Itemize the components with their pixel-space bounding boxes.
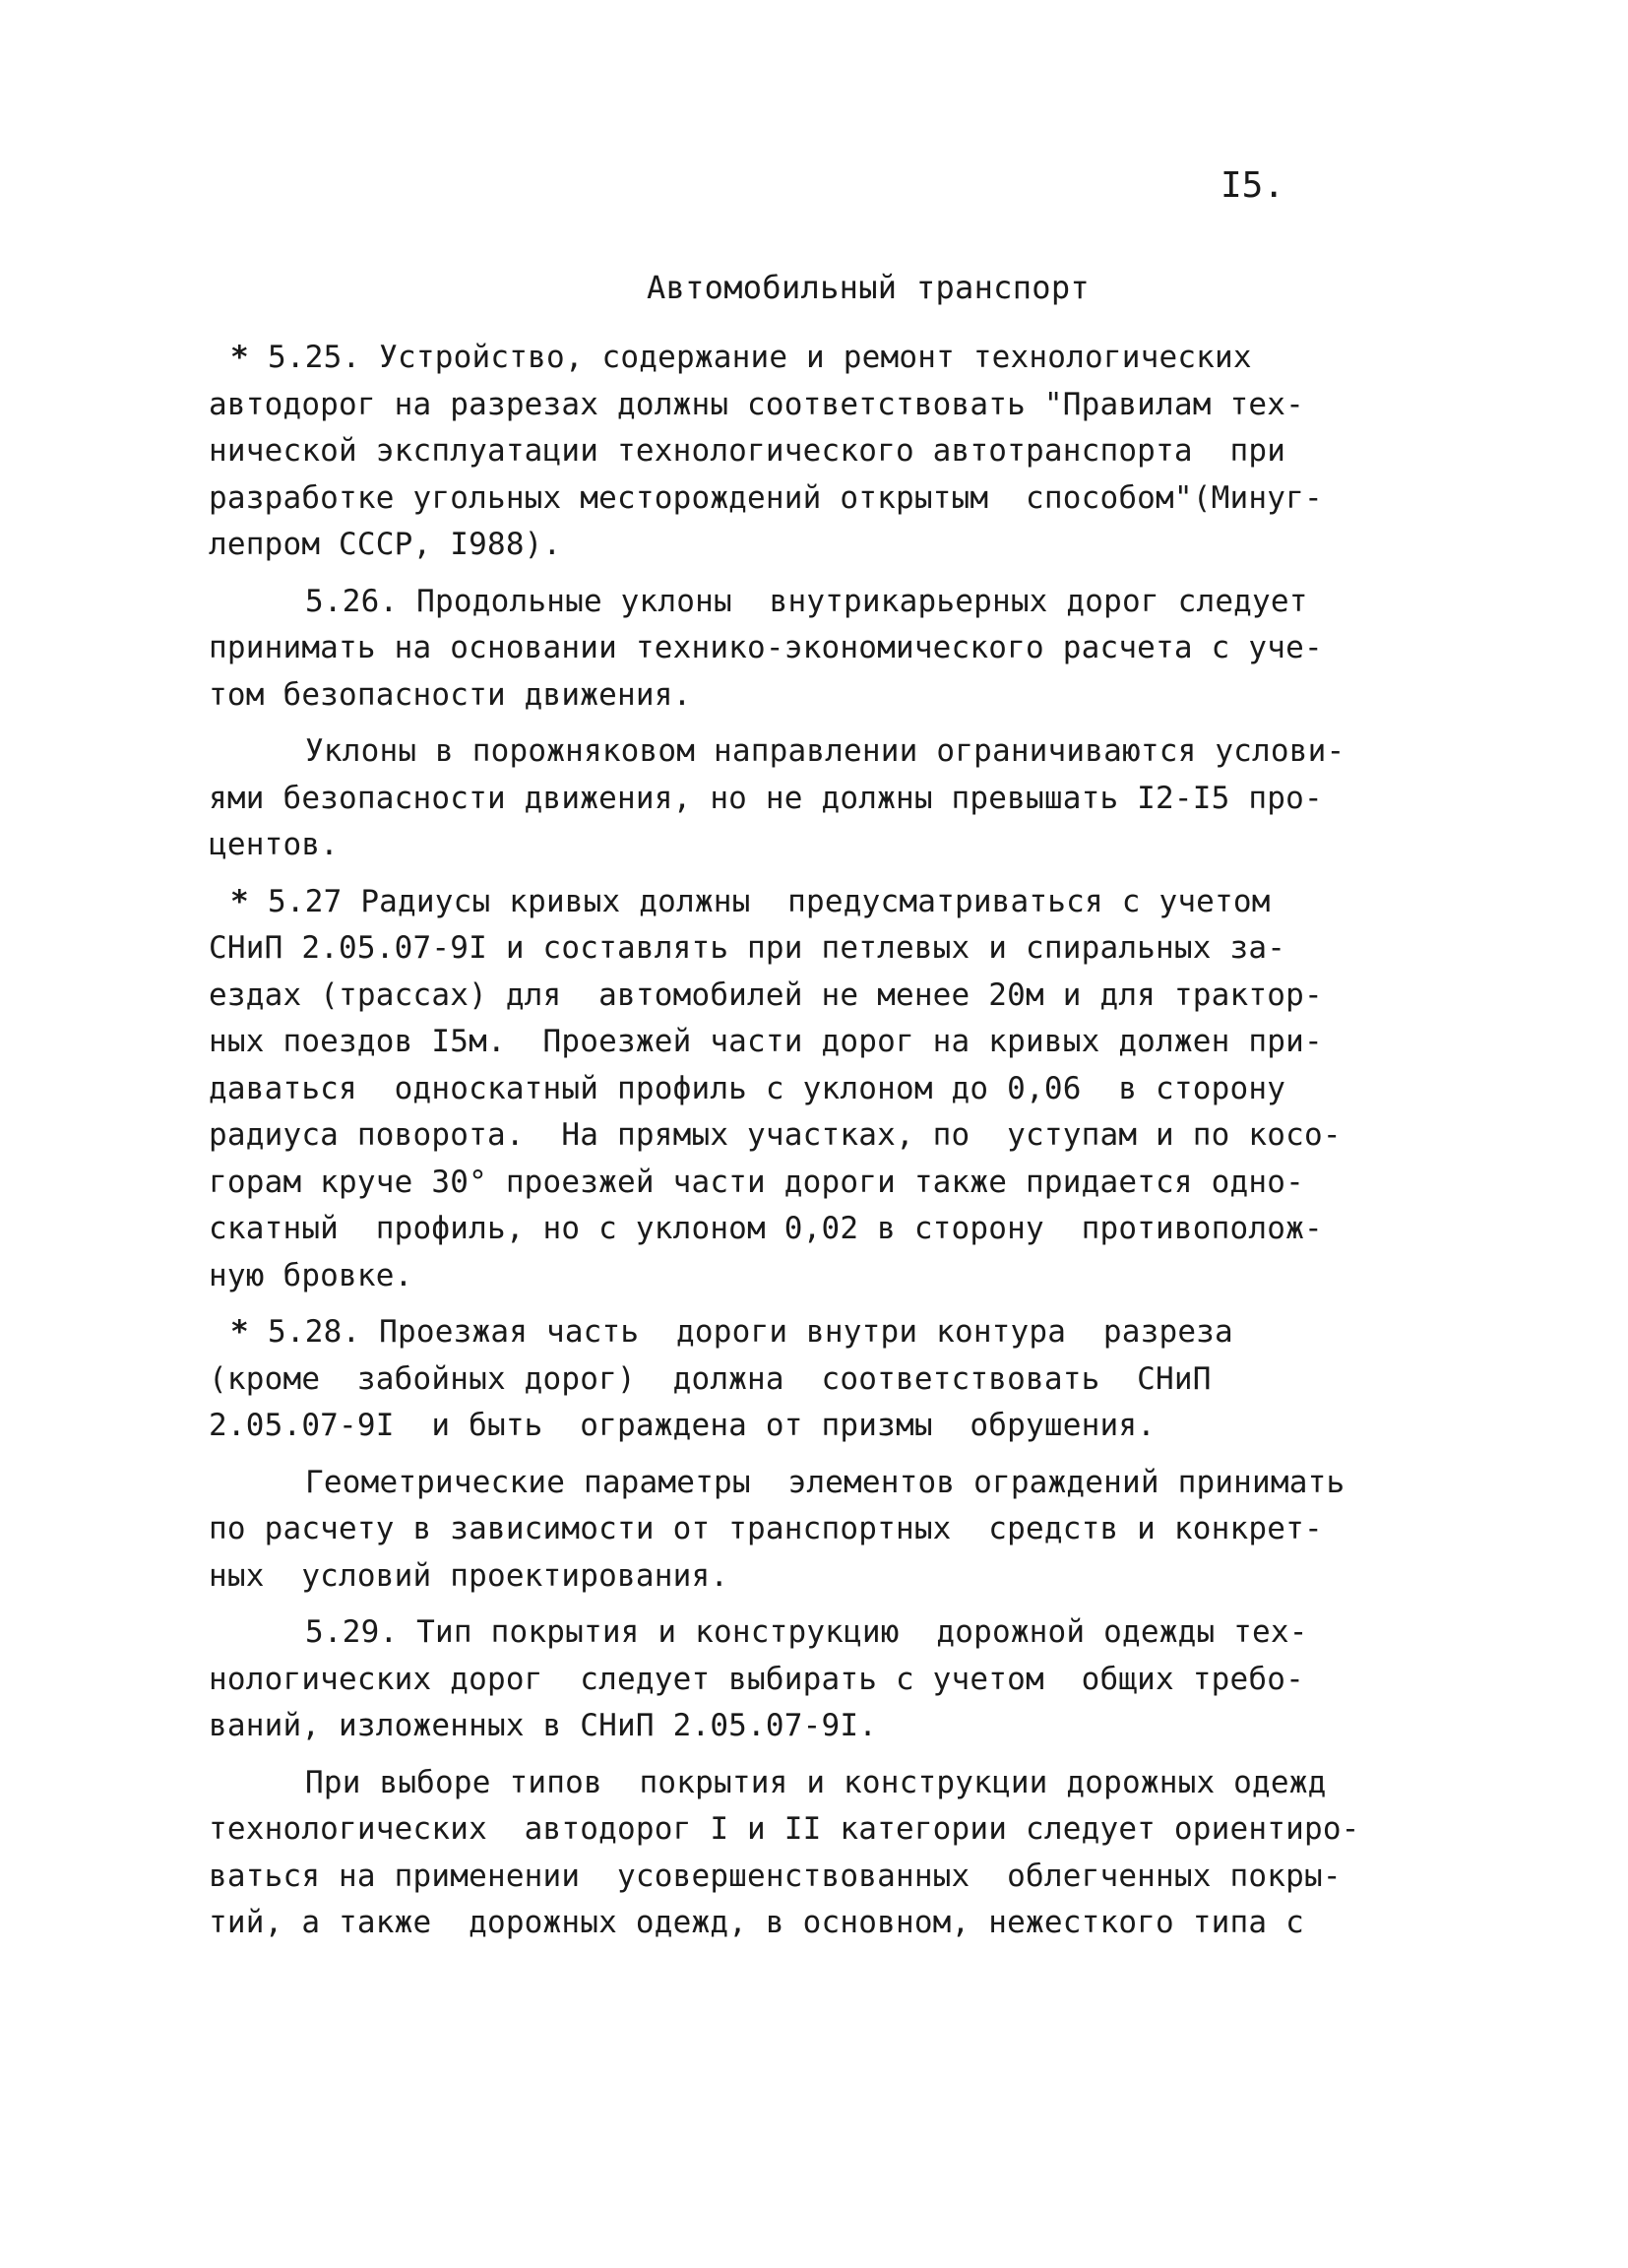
- text-line: лепром СССР, I988).: [209, 527, 562, 562]
- paragraph: [209, 335, 1419, 569]
- text-line: даваться односкатный профиль с уклоном до 0,06 в сторону: [209, 1070, 1286, 1106]
- amendment-star-mark: *: [230, 340, 249, 375]
- text-line: [195, 335, 1419, 382]
- paragraph: [209, 728, 1419, 869]
- text-line: [195, 1309, 1419, 1356]
- paragraph: [209, 1309, 1419, 1450]
- text-line: нической эксплуатации технологического автотранспорта при: [209, 433, 1286, 469]
- text-line: 5.26. Продольные уклоны внутрикарьерных дорог следует: [305, 583, 1308, 619]
- text-line-content: 5.28. Проезжая часть дороги внутри контура разреза: [268, 1314, 1233, 1350]
- text-line: Уклоны в порожняковом направлении ограничиваются услови-: [305, 733, 1346, 769]
- text-line: по расчету в зависимости от транспортных средств и конкрет-: [209, 1511, 1323, 1546]
- amendment-star-mark: *: [230, 1314, 249, 1350]
- paragraph: [209, 1609, 1419, 1750]
- section-heading: Автомобильный транспорт: [646, 269, 1090, 306]
- text-line: ездах (трассах) для автомобилей не менее 20м и для трактор-: [209, 976, 1323, 1013]
- text-line: технологических автодорог I и II категории следует ориентиро-: [209, 1811, 1360, 1847]
- paragraph: [209, 1760, 1419, 1947]
- text-line: (кроме забойных дорог) должна соответствовать СНиП: [209, 1360, 1212, 1397]
- text-line: центов.: [209, 827, 340, 862]
- text-line: ваний, изложенных в СНиП 2.05.07-9I.: [209, 1708, 878, 1743]
- text-line: радиуса поворота. На прямых участках, по уступам и по косо-: [209, 1117, 1342, 1153]
- text-line: том безопасности движения.: [209, 676, 692, 713]
- amendment-star-mark: *: [230, 883, 249, 919]
- paragraph: [209, 1460, 1419, 1601]
- text-line: нологических дорог следует выбирать с учетом общих требо-: [209, 1661, 1304, 1697]
- text-line: 2.05.07-9I и быть ограждена от призмы обрушения.: [209, 1408, 1157, 1443]
- text-line: 5.29. Тип покрытия и конструкцию дорожной одежды тех-: [305, 1614, 1308, 1650]
- text-line: тий, а также дорожных одежд, в основном, нежесткого типа с: [209, 1905, 1304, 1940]
- text-line: ную бровке.: [209, 1257, 413, 1293]
- text-line: ных поездов I5м. Проезжей части дорог на кривых должен при-: [209, 1024, 1323, 1059]
- text-line: принимать на основании технико-экономического расчета с уче-: [209, 630, 1323, 665]
- paragraph: [209, 879, 1419, 1300]
- text-line: СНиП 2.05.07-9I и составлять при петлевых и спиральных за-: [209, 930, 1286, 966]
- text-line: ваться на применении усовершенствованных облегченных покры-: [209, 1858, 1342, 1894]
- page-number: I5.: [1221, 165, 1285, 206]
- text-line-content: 5.27 Радиусы кривых должны предусматриваться с учетом: [268, 883, 1271, 919]
- text-line: автодорог на разрезах должны соответствовать "Правилам тех-: [209, 386, 1304, 422]
- document-body: [209, 335, 1419, 1957]
- text-line: разработке угольных месторождений открытым способом"(Минуг-: [209, 479, 1323, 516]
- text-line: ных условий проектирования.: [209, 1557, 729, 1594]
- text-line: скатный профиль, но с уклоном 0,02 в сторону противополож-: [209, 1211, 1323, 1246]
- text-line: [195, 879, 1419, 926]
- paragraph: [209, 579, 1419, 720]
- text-line: Геометрические параметры элементов ограждений принимать: [305, 1464, 1346, 1500]
- text-line: ями безопасности движения, но не должны превышать I2-I5 про-: [209, 780, 1323, 816]
- text-line: горам круче 30° проезжей части дороги также придается одно-: [209, 1164, 1304, 1200]
- text-line-content: 5.25. Устройство, содержание и ремонт технологических: [268, 340, 1252, 375]
- text-line: При выборе типов покрытия и конструкции дорожных одежд: [305, 1764, 1327, 1800]
